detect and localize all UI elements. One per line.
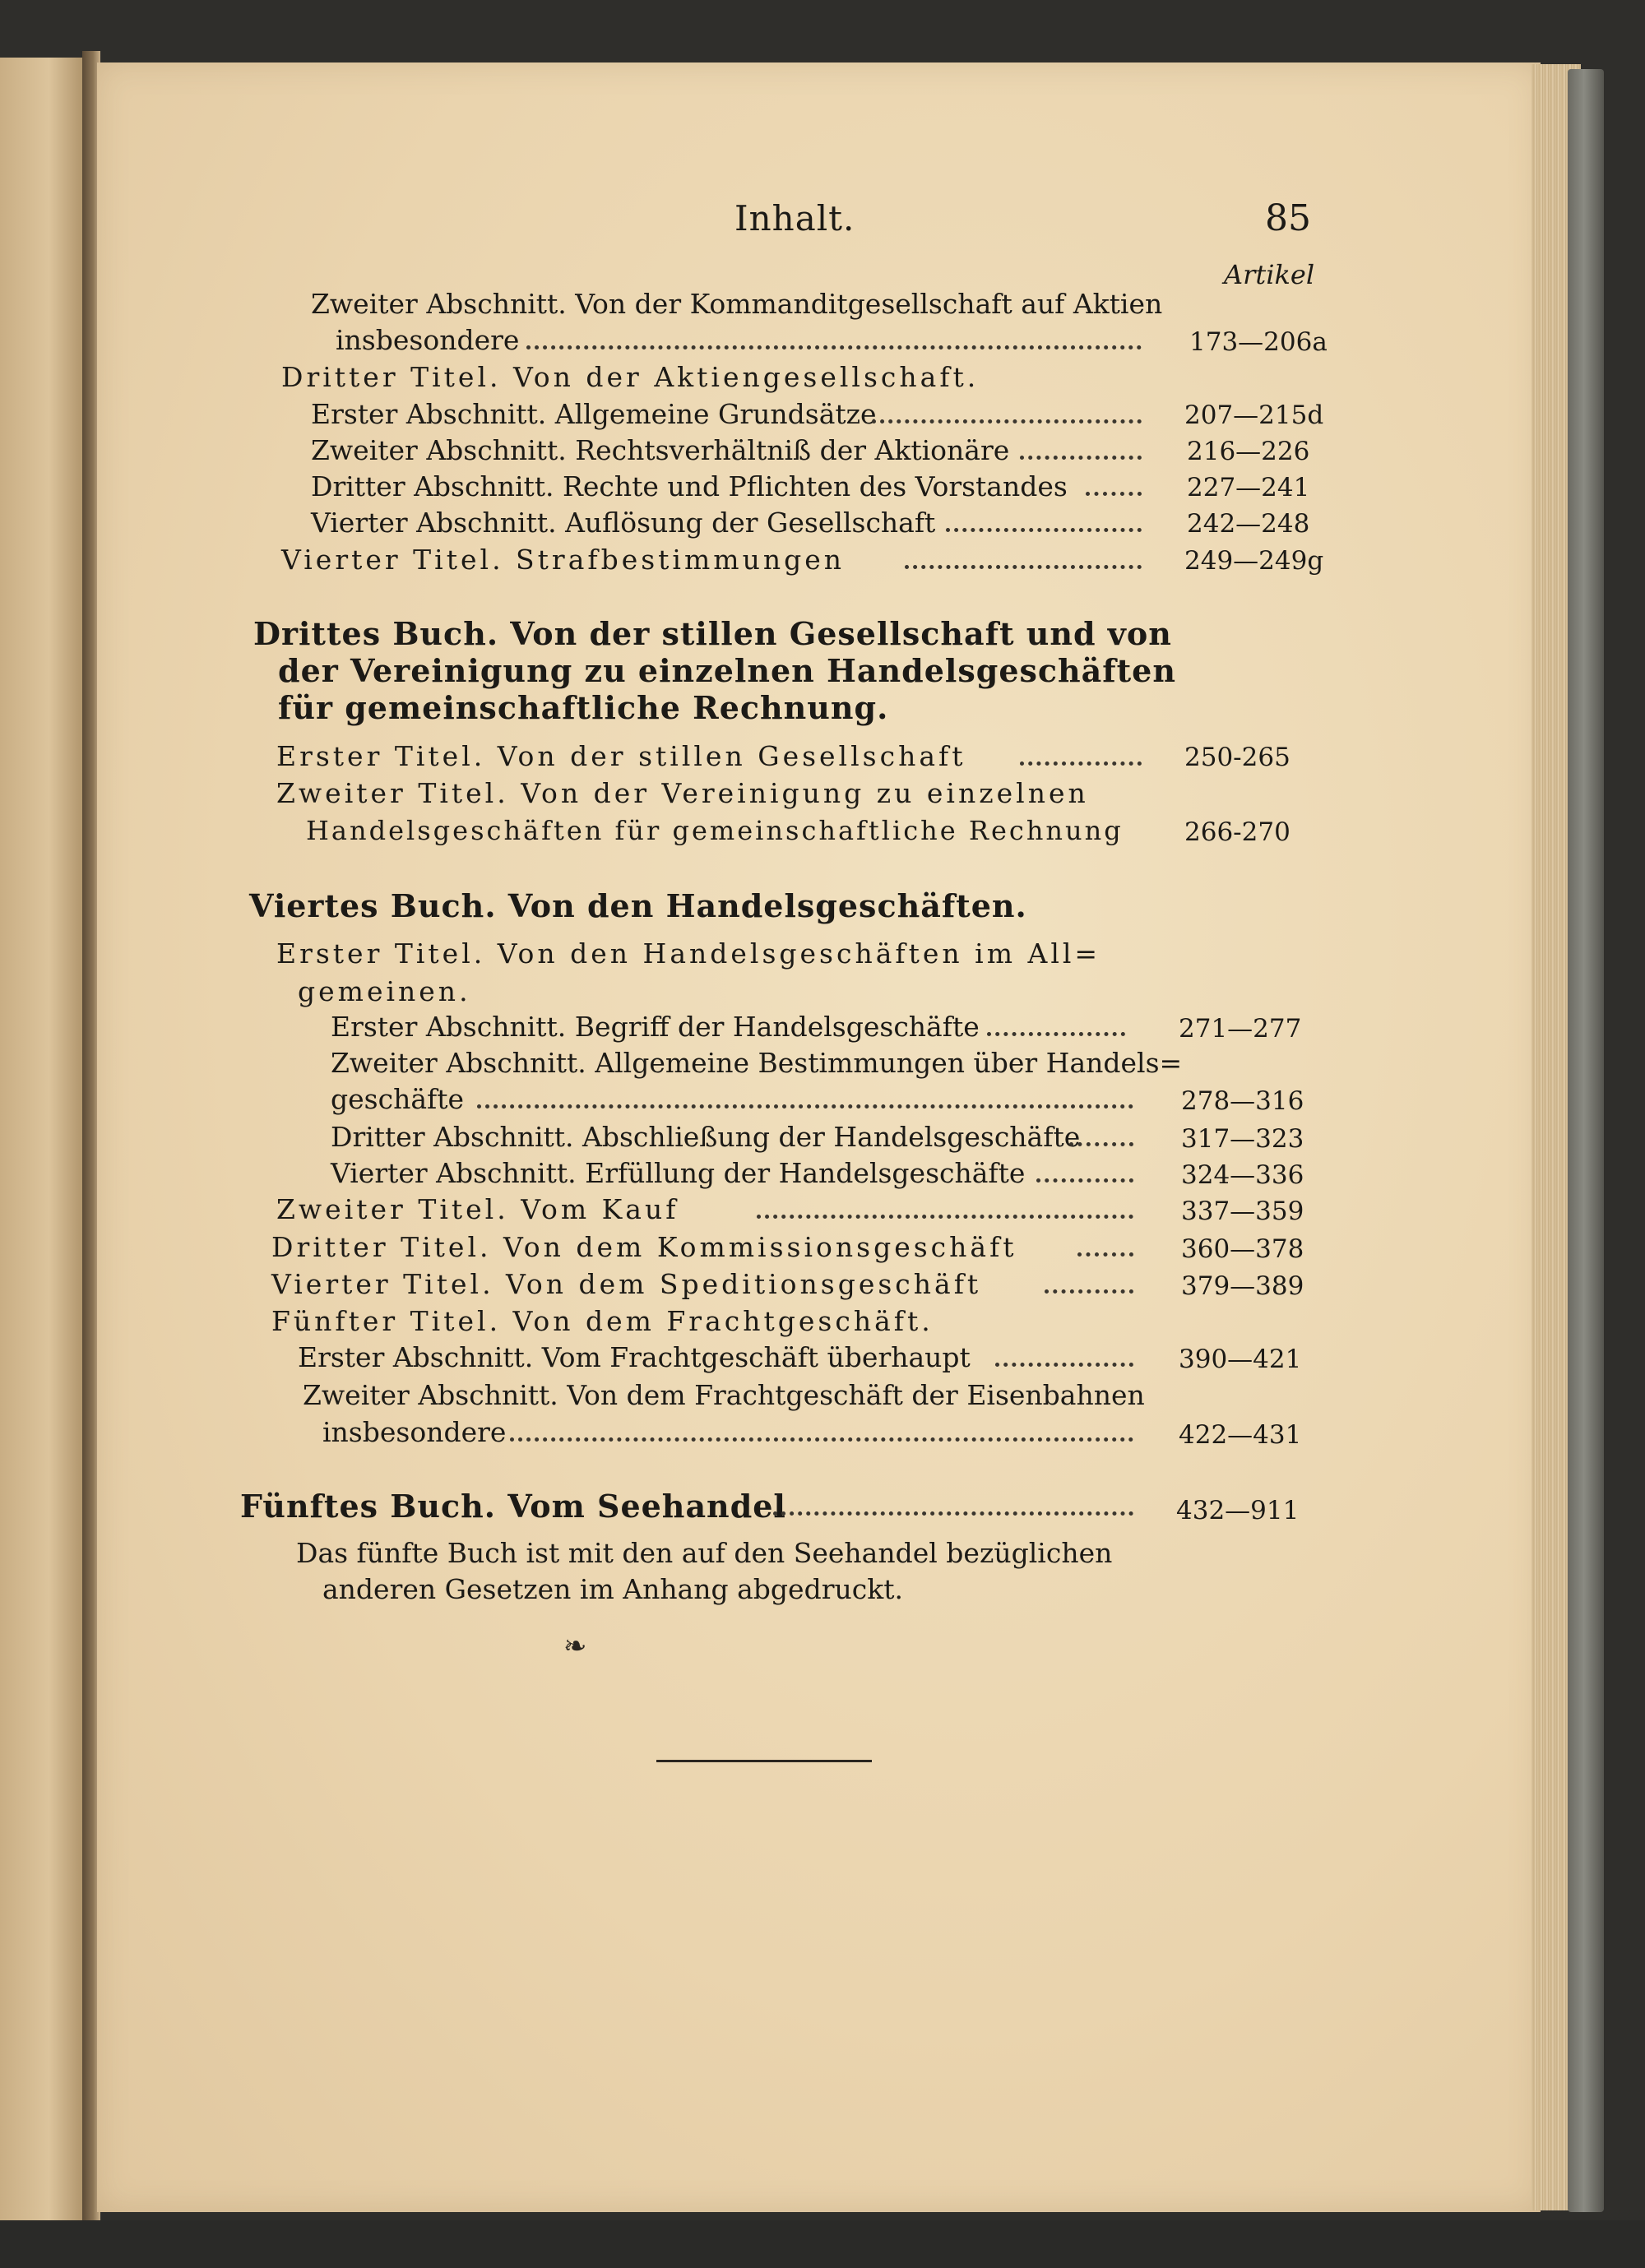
article-range: 278—316 [1181,1086,1304,1116]
article-range: 390—421 [1179,1345,1302,1374]
note-line: anderen Gesetzen im Anhang abgedruckt. [322,1573,903,1605]
toc-entry: Erster Abschnitt. Begriff der Handelsgeschäfte [331,1011,980,1043]
toc-entry: Vierter Abschnitt. Erfüllung der Handelsgeschäfte [331,1157,1026,1189]
toc-entry: Erster Titel. Von den Handelsgeschäften im All= [276,937,1101,970]
book-heading: Viertes Buch. Von den Handelsgeschäften. [249,887,1027,924]
dot-leader [946,528,1142,532]
dot-leader [757,1215,1133,1219]
toc-entry: Dritter Abschnitt. Rechte und Pflichten des Vorstandes [311,470,1068,502]
article-range: 271—277 [1179,1014,1302,1044]
article-range: 207—215d [1184,400,1324,430]
toc-entry: Vierter Titel. Strafbestimmungen [281,544,845,576]
book-heading: der Vereinigung zu einzelnen Handelsgeschäften [278,652,1176,689]
dot-leader [1020,456,1142,460]
dot-leader [1020,761,1142,766]
book-heading: Fünftes Buch. Vom Seehandel [240,1488,786,1525]
page-number: 85 [1265,197,1311,239]
dot-leader [773,1511,1133,1516]
toc-entry: Zweiter Abschnitt. Allgemeine Bestimmungen über Handels= [331,1047,1183,1079]
dot-leader [1069,1142,1133,1146]
dot-leader [510,1437,1133,1442]
dot-leader [995,1363,1133,1367]
article-range: 242—248 [1187,509,1310,539]
article-range: 379—389 [1181,1271,1304,1301]
dot-leader [1086,492,1142,496]
article-range: 422—431 [1179,1420,1302,1450]
column-header-artikel: Artikel [1224,259,1315,290]
toc-entry: Erster Titel. Von der stillen Gesellschaft [276,740,966,772]
article-range: 324—336 [1181,1160,1304,1190]
toc-entry: geschäfte [331,1083,465,1115]
book-heading: für gemeinschaftliche Rechnung. [278,689,889,726]
dot-leader [1077,1252,1133,1257]
dot-leader [526,345,1142,349]
running-head: Inhalt. [734,198,855,238]
article-range: 337—359 [1181,1196,1304,1226]
toc-entry: Vierter Titel. Von dem Speditionsgeschäft [271,1268,982,1300]
toc-entry: Zweiter Abschnitt. Rechtsverhältniß der Aktionäre [311,434,1010,466]
left-page-edge [0,58,89,2220]
article-range: 227—241 [1187,473,1310,502]
article-range: 216—226 [1187,437,1310,466]
note-line: Das fünfte Buch ist mit den auf den Seehandel bezüglichen [296,1537,1113,1569]
dot-leader [1045,1289,1133,1294]
toc-entry: Fünfter Titel. Von dem Frachtgeschäft. [271,1305,934,1337]
toc-entry: Erster Abschnitt. Allgemeine Grundsätze [311,398,877,430]
toc-entry: gemeinen. [298,975,471,1007]
toc-entry: insbesondere [322,1416,507,1448]
toc-entry: Zweiter Abschnitt. Von dem Frachtgeschäft der Eisenbahnen [303,1379,1145,1411]
toc-entry: Zweiter Titel. Von der Vereinigung zu einzelnen [276,777,1089,809]
dot-leader [477,1104,1133,1109]
article-range: 249—249g [1184,546,1324,576]
toc-entry: insbesondere [336,324,520,356]
article-range: 173—206a [1189,327,1328,357]
article-range: 317—323 [1181,1124,1304,1154]
toc-entry: Dritter Titel. Von dem Kommissionsgeschäft [271,1231,1017,1263]
article-range: 360—378 [1181,1234,1304,1264]
background-bottom [0,2220,1645,2268]
toc-entry: Zweiter Titel. Vom Kauf [276,1193,679,1225]
article-range: 266-270 [1184,817,1291,847]
dot-leader [1036,1178,1133,1183]
closing-rule [656,1760,872,1762]
article-range: 250-265 [1184,743,1291,772]
book-cover-edge [1568,69,1604,2212]
toc-entry: Vierter Abschnitt. Auflösung der Gesellschaft [311,507,936,539]
ornament-mark: ❧ [563,1630,587,1663]
toc-entry: Dritter Abschnitt. Abschließung der Handelsgeschäfte [331,1121,1081,1153]
article-range: 432—911 [1176,1496,1300,1525]
book-heading: Drittes Buch. Von der stillen Gesellschaft und von [253,615,1172,652]
dot-leader [987,1032,1125,1036]
toc-entry: Zweiter Abschnitt. Von der Kommanditgesellschaft auf Aktien [311,288,1163,320]
dot-leader [905,565,1142,569]
dot-leader [872,419,1142,424]
toc-entry: Handelsgeschäften für gemeinschaftliche Rechnung [306,815,1124,846]
toc-entry: Erster Abschnitt. Vom Frachtgeschäft überhaupt [298,1341,971,1373]
toc-entry: Dritter Titel. Von der Aktiengesellschaft. [281,361,980,393]
